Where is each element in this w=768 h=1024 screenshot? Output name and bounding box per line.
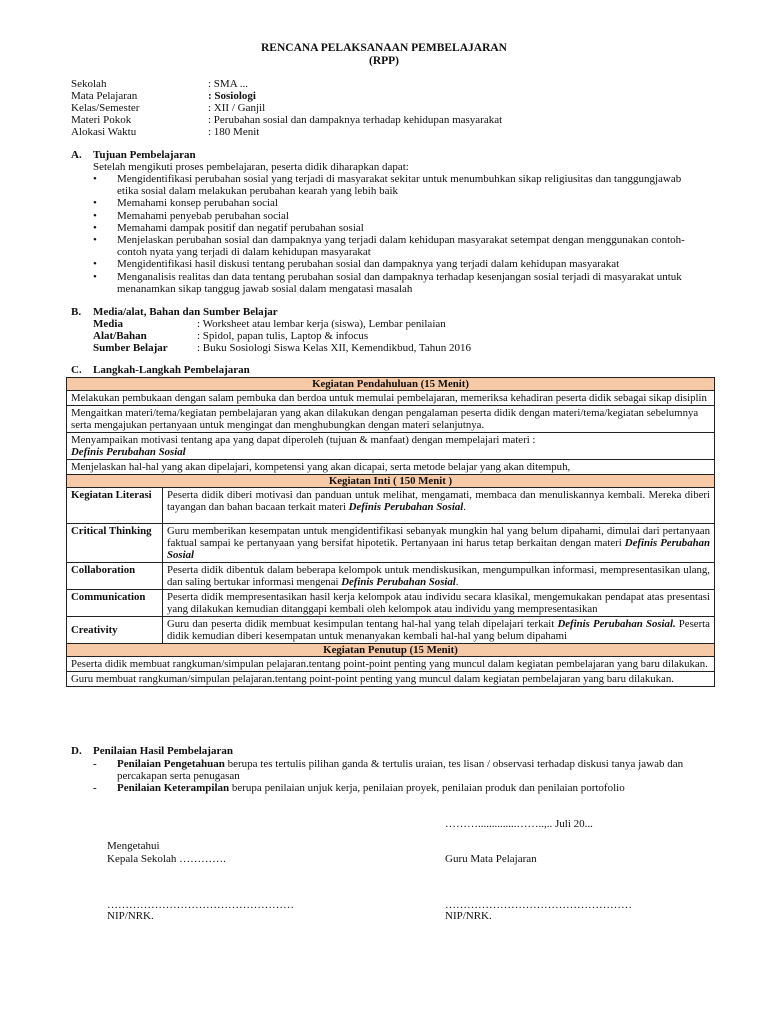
section-d-heading [71, 745, 233, 757]
identity-value: : Sosiologi [208, 90, 256, 102]
table-cell: Mengaitkan materi/tema/kegiatan pembelajaran yang akan dilakukan dengan pengalaman peserta didik dengan materi/tema/kegiatan sebelumnya serta mengajukan pertanyaan untuk mengingat dan menghubungkan dengan materi selanjutnya. [67, 406, 715, 433]
table-row [67, 460, 715, 475]
activity-tail: . [463, 501, 466, 513]
table-row [67, 378, 715, 391]
table-row [67, 657, 715, 672]
assessment-list [93, 758, 718, 795]
assessment-desc: berupa tes tertulis pilihan ganda & tertulis uraian, tes lisan / observasi terhadap diskusi tanya jawab dan percakapan serta penugasan [117, 758, 684, 783]
table-row [67, 563, 715, 590]
table-cell: Peserta didik membuat rangkuman/simpulan pelajaran.tentang point-point penting yang muncul dalam kegiatan pembelajaran yang baru dilakukan. [67, 657, 715, 672]
activity-text: Guru dan peserta didik membuat kesimpulan tentang hal-hal yang telah dipelajari terkait [167, 618, 558, 630]
table-row [67, 433, 715, 460]
media-row [93, 330, 471, 342]
identity-value: : XII / Ganjil [208, 102, 266, 114]
learning-steps-table [66, 377, 715, 687]
media-block [93, 318, 471, 354]
activity-desc [163, 617, 715, 644]
media-value: : Worksheet atau lembar kerja (siswa), Lembar penilaian [197, 318, 446, 330]
activity-tail: . [455, 576, 459, 588]
media-row [93, 318, 471, 330]
topic-emphasis: Definis Perubahan Sosial [341, 576, 456, 588]
table-row [67, 488, 715, 524]
activity-desc [163, 524, 715, 563]
section-b-heading [71, 306, 278, 318]
identity-label: Kelas/Semester [71, 102, 140, 114]
principal-label: Kepala Sekolah …………. [107, 853, 226, 865]
table-row [67, 644, 715, 657]
topic-emphasis: Definis Perubahan Sosial [71, 446, 186, 458]
section-title: Penilaian Hasil Pembelajaran [93, 745, 233, 757]
activity-text: Guru memberikan kesempatan untuk mengidentifikasi sebanyak mungkin hal yang belum dipahami, dimulai dari pertanyaan faktual sampai ke pertanyaan yang bersifat hipotetik. Pertanyaan ini harus tetap berkaitan dengan materi [167, 525, 710, 549]
topic-emphasis: Definis Perubahan Sosial [167, 537, 710, 561]
identity-value: : SMA ... [208, 78, 249, 90]
section-title: Langkah-Langkah Pembelajaran [93, 364, 250, 376]
identity-row [71, 114, 502, 126]
section-a-intro: Setelah mengikuti proses pembelajaran, peserta didik diharapkan dapat: [93, 161, 409, 173]
list-item: • Memahami konsep perubahan social [93, 197, 693, 209]
inti-heading: Kegiatan Inti ( 150 Menit ) [67, 475, 715, 488]
teacher-label: Guru Mata Pelajaran [445, 853, 537, 865]
activity-text: Peserta didik dibentuk dalam beberapa kelompok untuk mendiskusikan, mengumpulkan informasi, mempresentasikan ulang, dan saling bertukar informasi mengenai [167, 564, 710, 588]
list-item: • Menjelaskan perubahan sosial dan dampaknya yang terjadi dalam kehidupan masyarakat setempat dengan menggunakan contoh-contoh nyata yang terjadi di dalam kehidupan masyarakat [93, 234, 693, 258]
table-row [67, 475, 715, 488]
list-item [93, 758, 718, 782]
identity-row [71, 102, 502, 114]
section-letter: A. [71, 149, 82, 161]
principal-signature-line: …………………………………………… [107, 899, 294, 911]
topic-emphasis: Definis Perubahan Sosial [348, 501, 464, 513]
activity-text: Peserta didik diberi motivasi dan panduan untuk melihat, mengamati, membaca dan menuliskannya kembali. Mereka diberi tayangan dan bahan bacaan terkait materi [167, 489, 710, 513]
section-c-heading [71, 364, 250, 376]
document-subtitle: (RPP) [368, 55, 399, 67]
activity-key: Communication [67, 590, 163, 617]
assessment-type: Penilaian Pengetahuan [117, 758, 225, 770]
penutup-heading: Kegiatan Penutup (15 Menit) [67, 644, 715, 657]
media-value: : Buku Sosiologi Siswa Kelas XII, Kemendikbud, Tahun 2016 [197, 342, 472, 354]
section-title: Media/alat, Bahan dan Sumber Belajar [93, 306, 278, 318]
identity-label: Sekolah [71, 78, 107, 90]
identity-row [71, 90, 502, 102]
media-row [93, 342, 471, 354]
topic-emphasis: Definis Perubahan Sosial. [557, 618, 676, 630]
media-label: Media [93, 318, 123, 330]
mengetahui-label: Mengetahui [107, 840, 160, 852]
identity-label: Mata Pelajaran [71, 90, 138, 102]
assessment-desc: berupa penilaian unjuk kerja, penilaian proyek, penilaian produk dan penilaian portofolio [229, 782, 625, 795]
list-item: • Menganalisis realitas dan data tentang perubahan sosial dan dampaknya terhadap kesenjangan sosial terjadi di masyarakat untuk menanamkan sikap tanggug jawab sosial dalam mengatasi masalah [93, 271, 693, 295]
activity-key: Creativity [67, 617, 163, 644]
identity-value: : Perubahan sosial dan dampaknya terhadap kehidupan masyarakat [208, 114, 503, 126]
activity-desc [163, 563, 715, 590]
pendahuluan-heading: Kegiatan Pendahuluan (15 Menit) [67, 378, 715, 391]
table-cell: Guru membuat rangkuman/simpulan pelajaran.tentang point-point penting yang muncul dalam kegiatan pembelajaran yang baru dilakukan. [67, 672, 715, 687]
table-row [67, 672, 715, 687]
identity-row [71, 126, 502, 138]
list-item: • Memahami penyebab perubahan social [93, 210, 693, 222]
media-label: Sumber Belajar [93, 342, 168, 354]
section-letter: B. [71, 306, 82, 318]
activity-tail: Peserta didik kemudian diberi kesempatan untuk menanyakan kembali hal-hal yang belum dipahami [167, 618, 710, 642]
table-row [67, 406, 715, 433]
identity-row [71, 78, 502, 90]
activity-key: Collaboration [67, 563, 163, 590]
teacher-signature-line: …………………………………………… [445, 899, 632, 911]
activity-text: Peserta didik mempresentasikan hasil kerja kelompok atau individu secara klasikal, mengemukakan pendapat atas presentasi yang dilakukan kemudian ditanggapi kembali oleh kelompok atau individu yang mempresentasikan [167, 591, 710, 615]
cell-text: Menyampaikan motivasi tentang apa yang dapat diperoleh (tujuan & manfaat) dengan mempelajari materi : [71, 434, 536, 446]
section-letter: D. [71, 745, 82, 757]
identity-label: Materi Pokok [71, 114, 132, 126]
media-label: Alat/Bahan [93, 330, 147, 342]
table-cell: Melakukan pembukaan dengan salam pembuka dan berdoa untuk memulai pembelajaran, memeriksa kehadiran peserta didik sebagai sikap disiplin [67, 391, 715, 406]
teacher-nip: NIP/NRK. [445, 910, 492, 922]
document-title: RENCANA PELAKSANAAN PEMBELAJARAN [261, 42, 507, 54]
section-title: Tujuan Pembelajaran [93, 149, 196, 161]
activity-key: Critical Thinking [67, 524, 163, 563]
learning-goals-list [93, 173, 693, 295]
table-row [67, 391, 715, 406]
list-item: • Mengidentifikasi hasil diskusi tentang perubahan sosial dan dampaknya yang terjadi dalam kehidupan masyarakat [93, 258, 693, 270]
activity-desc [163, 590, 715, 617]
media-value: : Spidol, papan tulis, Laptop & infocus [197, 330, 369, 342]
table-cell [67, 433, 715, 460]
principal-nip: NIP/NRK. [107, 910, 154, 922]
list-item: • Memahami dampak positif dan negatif perubahan sosial [93, 222, 693, 234]
section-a-heading [71, 149, 196, 161]
document-title-block [0, 42, 768, 68]
table-row [67, 617, 715, 644]
table-row [67, 524, 715, 563]
activity-desc [163, 488, 715, 524]
table-cell: Menjelaskan hal-hal yang akan dipelajari, kompetensi yang akan dicapai, serta metode belajar yang akan ditempuh, [67, 460, 715, 475]
identity-value: : 180 Menit [208, 126, 260, 138]
table-row [67, 590, 715, 617]
section-letter: C. [71, 364, 82, 376]
list-item [93, 782, 718, 794]
assessment-type: Penilaian Keterampilan [117, 782, 230, 795]
signature-date: ………..............……..,.. Juli 20... [445, 818, 593, 830]
identity-label: Alokasi Waktu [71, 126, 137, 138]
list-item: • Mengidentifikasi perubahan sosial yang terjadi di masyarakat sekitar untuk menumbuhkan sikap religiusitas dan tanggungjawab etika sosial dalam melakukan perubahan kearah yang lebih baik [93, 173, 693, 197]
identity-block [71, 78, 502, 138]
activity-key: Kegiatan Literasi [67, 488, 163, 524]
